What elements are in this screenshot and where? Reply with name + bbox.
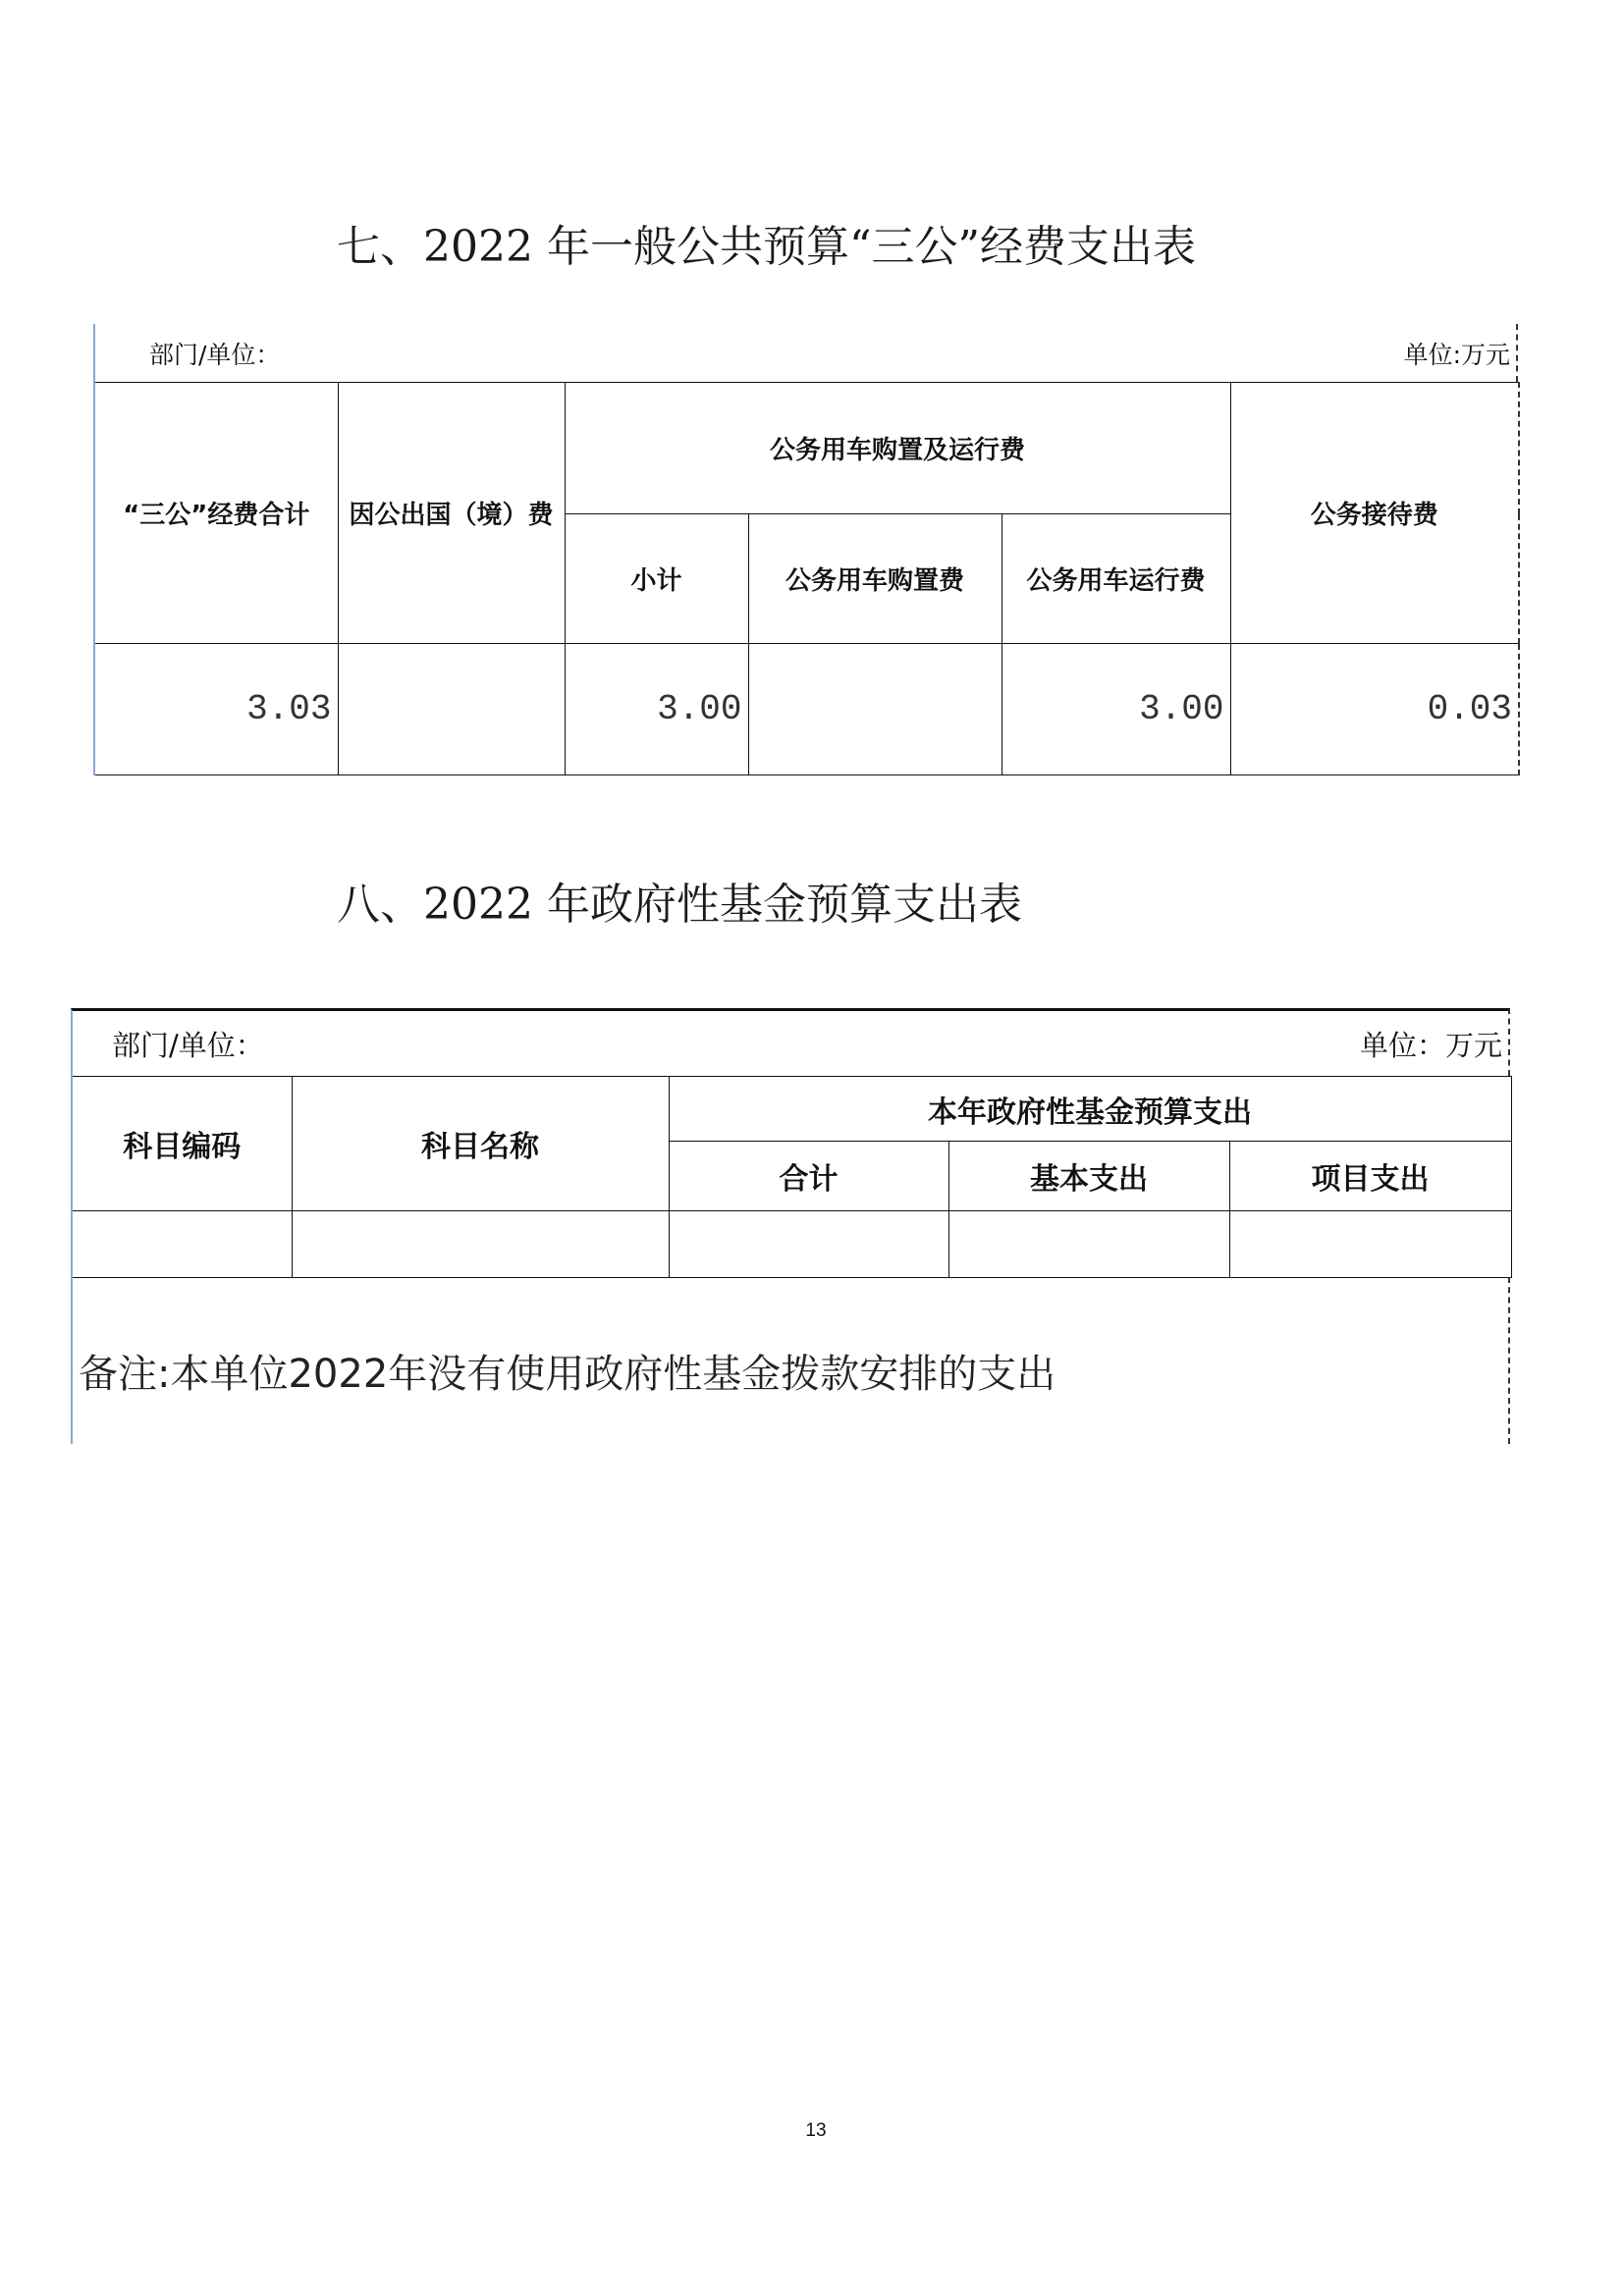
three-public-expense-table [93, 382, 1520, 775]
section8-note [71, 1277, 1510, 1444]
cell-subtotal: 3.00 [565, 644, 748, 775]
cell-code [72, 1211, 292, 1278]
header-fund-group: 本年政府性基金预算支出 [669, 1077, 1511, 1142]
section8-label-row [71, 1008, 1510, 1076]
section8-title: 八、2022 年政府性基金预算支出表 [337, 880, 1022, 930]
section7-label-row [93, 324, 1518, 382]
cell-total: 3.03 [94, 644, 338, 775]
section7-title: 七、2022 年一般公共预算“三公”经费支出表 [337, 222, 1196, 272]
header-purchase: 公务用车购置费 [748, 514, 1001, 644]
unit-label: 单位:万元 [1403, 340, 1510, 369]
header-sum: 合计 [669, 1142, 948, 1211]
dept-label: 部门/单位： [149, 340, 281, 369]
cell-basic [948, 1211, 1229, 1278]
cell-project [1229, 1211, 1511, 1278]
page-number: 13 [805, 2120, 827, 2141]
header-operation: 公务用车运行费 [1001, 514, 1230, 644]
header-code: 科目编码 [72, 1077, 292, 1211]
government-fund-table [71, 1076, 1512, 1278]
header-basic: 基本支出 [948, 1142, 1229, 1211]
cell-name [292, 1211, 669, 1278]
header-abroad: 因公出国（境）费 [338, 383, 565, 644]
cell-operation: 3.00 [1001, 644, 1230, 775]
table-row [72, 1211, 1511, 1278]
unit-label: 单位：万元 [1359, 1028, 1502, 1062]
dept-label: 部门/单位： [112, 1028, 264, 1062]
header-project: 项目支出 [1229, 1142, 1511, 1211]
cell-abroad [338, 644, 565, 775]
cell-purchase [748, 644, 1001, 775]
cell-reception: 0.03 [1230, 644, 1519, 775]
header-vehicle-group: 公务用车购置及运行费 [565, 383, 1230, 514]
header-reception: 公务接待费 [1230, 383, 1519, 644]
header-subtotal: 小计 [565, 514, 748, 644]
table-row [94, 644, 1519, 775]
header-name: 科目名称 [292, 1077, 669, 1211]
header-total: “三公”经费合计 [94, 383, 338, 644]
cell-sum [669, 1211, 948, 1278]
note-text: 备注:本单位2022年没有使用政府性基金拨款安排的支出 [79, 1351, 1056, 1397]
